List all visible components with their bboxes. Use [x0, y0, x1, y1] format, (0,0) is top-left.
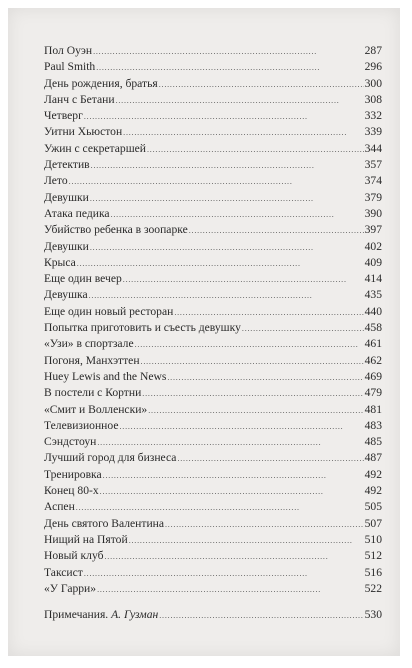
dot-leader — [189, 222, 364, 239]
toc-entry-title: Девушка — [44, 288, 88, 302]
toc-entry — [44, 548, 382, 564]
toc-entry — [44, 108, 382, 124]
toc-entry-title: Погоня, Манхэттен — [44, 353, 140, 367]
toc-entry-title: Телевизионное — [44, 418, 119, 432]
toc-entry-title: «Смит и Волленски» — [44, 402, 148, 416]
toc-entry-title: Еще один вечер — [44, 272, 122, 286]
toc-entry-page-number: 300 — [364, 76, 382, 90]
toc-entry-title: Huey Lewis and the News — [44, 369, 167, 383]
toc-entry-page-number: 435 — [364, 288, 382, 302]
toc-entry-title: Еще один новый ресторан — [44, 304, 174, 318]
toc-entry-page-number: 440 — [364, 304, 382, 318]
dot-leader — [96, 59, 363, 76]
dot-leader — [242, 320, 364, 337]
toc-entry-title: Детектив — [44, 158, 90, 172]
toc-entry-page-number: 512 — [364, 549, 382, 563]
toc-entry-page-number: 409 — [364, 255, 382, 269]
toc-entry-title: Тренировка — [44, 467, 102, 481]
dot-leader — [116, 92, 364, 109]
dot-leader — [159, 607, 363, 624]
toc-entry — [44, 516, 382, 532]
toc-entry-page-number: 516 — [364, 565, 382, 579]
notes-author: А. Гузман — [111, 608, 159, 622]
toc-entry — [44, 124, 382, 140]
toc-entry-title: Таксист — [44, 565, 83, 579]
dot-leader — [97, 434, 363, 451]
toc-entry-page-number: 287 — [364, 44, 382, 57]
toc-entry-title: Четверг — [44, 109, 83, 123]
dot-leader — [142, 385, 363, 402]
toc-entry — [44, 76, 382, 92]
dot-leader — [93, 43, 364, 60]
toc-entry-page-number: 522 — [364, 581, 382, 595]
dot-leader — [123, 271, 364, 288]
dot-leader — [141, 353, 364, 370]
toc-entry-page-number: 469 — [364, 369, 382, 383]
toc-entry-title: Девушки — [44, 190, 89, 204]
toc-entry-title: Крыса — [44, 255, 76, 269]
notes-label: Примечания. — [44, 608, 109, 622]
notes-page-number: 530 — [364, 608, 382, 622]
toc-entry-page-number: 402 — [364, 239, 382, 253]
dot-leader — [91, 157, 364, 174]
toc-entry — [44, 467, 382, 483]
toc-entry-page-number: 487 — [364, 451, 382, 465]
toc-entry — [44, 206, 382, 222]
toc-entry-title: Уитни Хьюстон — [44, 125, 123, 139]
toc-entry-page-number: 296 — [364, 60, 382, 74]
toc-entry — [44, 239, 382, 255]
toc-entry — [44, 336, 382, 352]
toc-entry-page-number: 308 — [364, 92, 382, 106]
toc-entry-title: Лето — [44, 174, 68, 188]
toc-entry-title: Новый клуб — [44, 549, 104, 563]
toc-entry-page-number: 507 — [364, 516, 382, 530]
dot-leader — [100, 483, 364, 500]
toc-entry — [44, 222, 382, 238]
dot-leader — [165, 516, 364, 533]
toc-entry-title: «Узи» в спортзале — [44, 337, 134, 351]
toc-entry-title: Девушки — [44, 239, 89, 253]
toc-entry-page-number: 492 — [364, 484, 382, 498]
toc-entry — [44, 581, 382, 597]
toc-entry-page-number: 344 — [364, 141, 382, 155]
toc-entry — [44, 385, 382, 401]
toc-entry-title: Попытка приготовить и съесть девушку — [44, 321, 241, 335]
toc-entry-page-number: 505 — [364, 500, 382, 514]
toc-entry-title: День рождения, братья — [44, 76, 158, 90]
toc-entry — [44, 499, 382, 515]
toc-entry — [44, 320, 382, 336]
toc-entry — [44, 59, 382, 75]
toc-entry — [44, 255, 382, 271]
dot-leader — [119, 418, 363, 435]
dot-leader — [90, 239, 364, 256]
toc-entry-page-number: 379 — [364, 190, 382, 204]
toc-entry — [44, 271, 382, 287]
toc-entry-notes — [44, 607, 382, 623]
toc-entry-page-number: 332 — [364, 109, 382, 123]
toc-entry — [44, 173, 382, 189]
toc-entry-page-number: 483 — [364, 418, 382, 432]
toc-entry-page-number: 458 — [364, 321, 382, 335]
toc-entry — [44, 304, 382, 320]
dot-leader — [84, 108, 364, 125]
toc-entry-title: Убийство ребенка в зоопарке — [44, 223, 188, 237]
dot-leader — [148, 402, 363, 419]
toc-entry-title: День святого Валентина — [44, 516, 164, 530]
dot-leader — [76, 499, 364, 516]
dot-leader — [84, 565, 364, 582]
toc-entry-title: Сэндстоун — [44, 435, 97, 449]
toc-entry — [44, 402, 382, 418]
toc-entry — [44, 532, 382, 548]
dot-leader — [111, 206, 364, 223]
toc-entry-page-number: 397 — [364, 223, 382, 237]
dot-leader — [167, 369, 363, 386]
dot-leader — [89, 287, 364, 304]
table-of-contents — [44, 43, 382, 623]
toc-entry-title: Пол Оуэн — [44, 44, 93, 57]
book-page — [8, 8, 400, 656]
toc-entry-title: «У Гарри» — [44, 581, 97, 595]
toc-entry — [44, 353, 382, 369]
dot-leader — [123, 124, 363, 141]
toc-entry-page-number: 357 — [364, 158, 382, 172]
toc-entry — [44, 450, 382, 466]
dot-leader — [77, 255, 364, 272]
dot-leader — [177, 450, 363, 467]
toc-entry-page-number: 492 — [364, 467, 382, 481]
dot-leader — [159, 76, 364, 93]
toc-entry-page-number: 414 — [364, 272, 382, 286]
toc-entry-page-number: 390 — [364, 206, 382, 220]
dot-leader — [103, 467, 364, 484]
toc-entry — [44, 483, 382, 499]
toc-entry-page-number: 479 — [364, 386, 382, 400]
toc-entry — [44, 418, 382, 434]
toc-entry-title: Конец 80-х — [44, 484, 99, 498]
toc-entry-page-number: 374 — [364, 174, 382, 188]
toc-entry — [44, 190, 382, 206]
toc-entry-title: В постели с Кортни — [44, 386, 142, 400]
toc-entry — [44, 434, 382, 450]
toc-entry-title: Ужин с секретаршей — [44, 141, 146, 155]
toc-entry-page-number: 461 — [364, 337, 382, 351]
dot-leader — [105, 548, 364, 565]
toc-entry — [44, 157, 382, 173]
toc-entry-title: Атака педика — [44, 206, 110, 220]
toc-entry-page-number: 462 — [364, 353, 382, 367]
dot-leader — [129, 532, 364, 549]
dot-leader — [69, 173, 364, 190]
notes-title — [44, 607, 158, 623]
toc-entry-page-number: 485 — [364, 435, 382, 449]
toc-entry — [44, 287, 382, 303]
toc-entry-title: Paul Smith — [44, 60, 96, 74]
dot-leader — [97, 581, 364, 598]
toc-entry — [44, 565, 382, 581]
dot-leader — [174, 304, 363, 321]
toc-entry-page-number: 510 — [364, 532, 382, 546]
toc-entry-title: Ланч с Бетани — [44, 92, 115, 106]
toc-entry-title: Лучший город для бизнеса — [44, 451, 177, 465]
toc-entry-page-number: 481 — [364, 402, 382, 416]
toc-entry-title: Нищий на Пятой — [44, 532, 128, 546]
toc-entry — [44, 141, 382, 157]
dot-leader — [90, 190, 364, 207]
toc-entry — [44, 369, 382, 385]
dot-leader — [147, 141, 364, 158]
toc-entry-title: Аспен — [44, 500, 75, 514]
toc-entry-page-number: 339 — [364, 125, 382, 139]
toc-entry — [44, 43, 382, 59]
toc-entry — [44, 92, 382, 108]
dot-leader — [135, 336, 364, 353]
